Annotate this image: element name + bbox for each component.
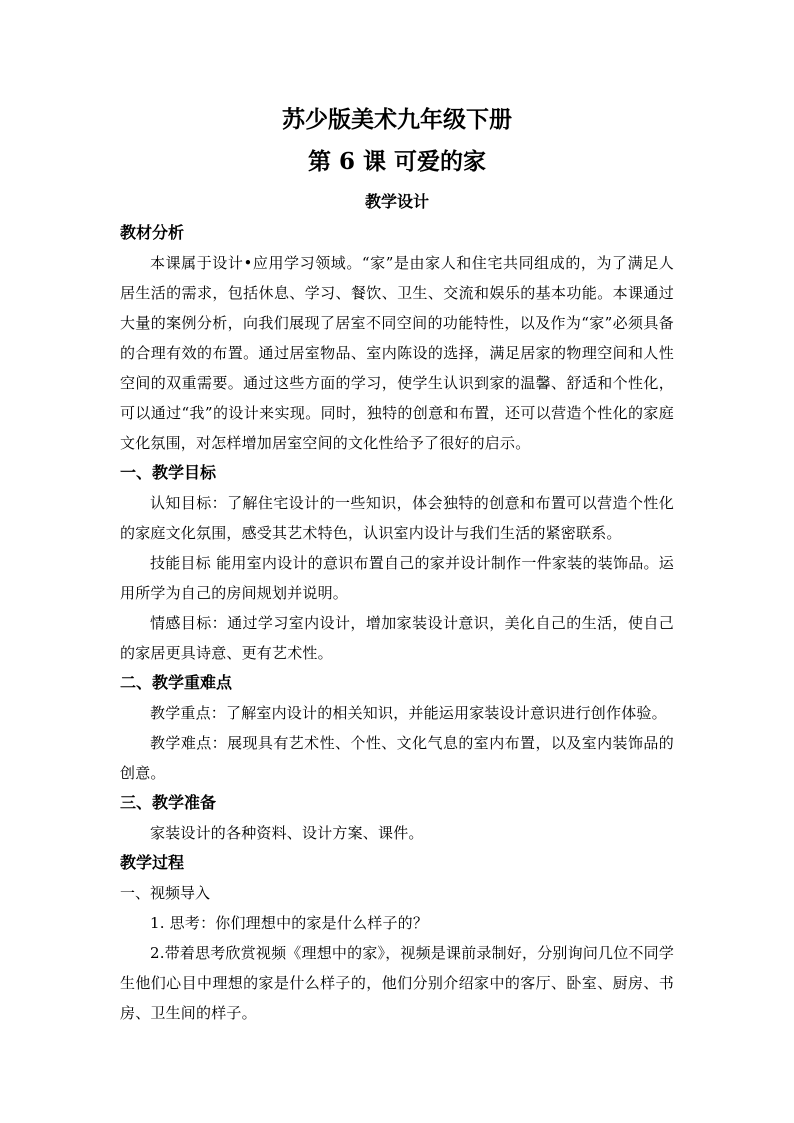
preparation-paragraph: 家装设计的各种资料、设计方案、课件。 <box>150 824 424 842</box>
document-subtitle: 教学设计 <box>364 192 429 211</box>
analysis-paragraph: 本课属于设计•应用学习领域。“家”是由家人和住宅共同组成的，为了满足人居生活的需求，包括休息、学习、餐饮、卫生、交流和娱乐的基本功能。本课通过大量的案例分析，向我们展现了居室不同空间的功能特性，以及作为“家”必须具备的合理有效的布置。通过居室物品、室内陈设的选择，满足居家的物理空间和人性空间的双重需要。通过这些方面的学习，使学生认识到家的温馨、舒适和个性化，可以通过“我”的设计来实现。同时，独特的创意和布置，还可以营造个性化的家庭文化氛围，对怎样增加居室空间的文化性给予了很好的启示。 <box>120 254 674 452</box>
section-heading-goals: 一、教学目标 <box>120 463 217 482</box>
lesson-title: 第 6 课 可爱的家 <box>307 148 487 175</box>
process-item-1: 1. 思考：你们理想中的家是什么样子的？ <box>150 914 429 932</box>
section-heading-analysis: 教材分析 <box>120 223 185 242</box>
section-heading-process: 教学过程 <box>120 853 185 872</box>
key-difficulty: 教学难点：展现具有艺术性、个性、文化气息的室内布置，以及室内装饰品的创意。 <box>120 734 674 782</box>
section-heading-key-points: 二、教学重难点 <box>120 673 233 692</box>
goal-emotion: 情感目标：通过学习室内设计，增加家装设计意识，美化自己的生活，使自己的家居更具诗意、更有艺术性。 <box>120 614 674 662</box>
document-title: 苏少版美术九年级下册 <box>282 106 512 133</box>
process-item-2: 2.带着思考欣赏视频《理想中的家》，视频是课前录制好，分别询问几位不同学生他们心目中理想的家是什么样子的，他们分别介绍家中的客厅、卧室、厨房、书房、卫生间的样子。 <box>120 944 675 1022</box>
goal-cognitive: 认知目标：了解住宅设计的一些知识，体会独特的创意和布置可以营造个性化的家庭文化氛围，感受其艺术特色，认识室内设计与我们生活的紧密联系。 <box>120 494 674 542</box>
goal-skill: 技能目标 能用室内设计的意识布置自己的家并设计制作一件家装的装饰品。运用所学为自己的房间规划并说明。 <box>120 554 674 602</box>
key-focus: 教学重点：了解室内设计的相关知识，并能运用家装设计意识进行创作体验。 <box>150 704 667 722</box>
section-heading-preparation: 三、教学准备 <box>120 793 217 812</box>
process-step-1: 一、视频导入 <box>120 884 211 902</box>
